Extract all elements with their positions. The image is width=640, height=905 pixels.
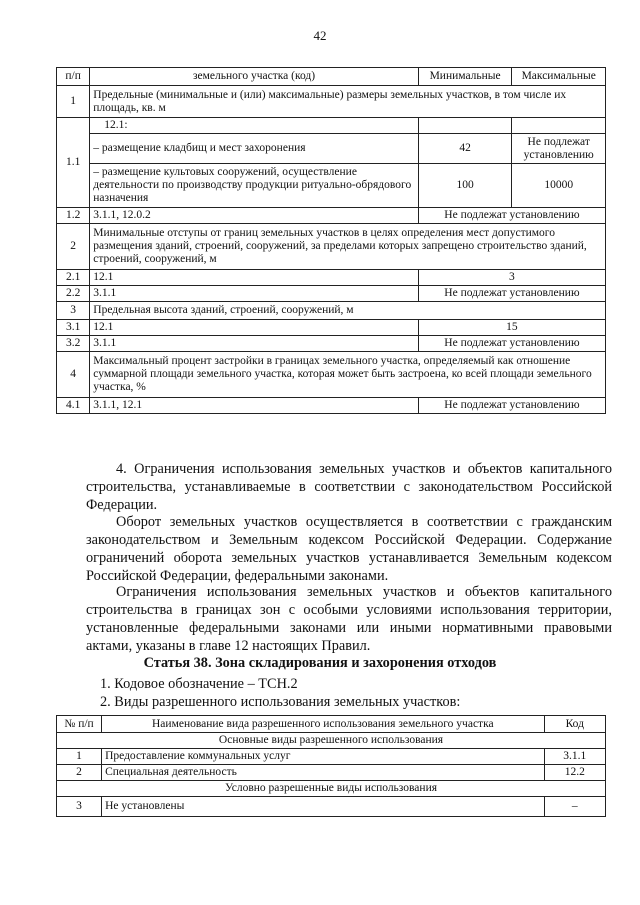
row-value: Не подлежат установлению bbox=[418, 208, 605, 224]
row-text: Минимальные отступы от границ земельных участков в целях определения мест допустимого размещения зданий, строений, сооружений, за пределами которых запрещено строительство зданий, строений, сооружений, м bbox=[90, 224, 606, 270]
row-num: 3.2 bbox=[57, 336, 90, 352]
row-value: Не подлежат установлению bbox=[418, 286, 605, 302]
row-text: Предельные (минимальные и (или) максимальные) размеры земельных участков, в том числе их площадь, кв. м bbox=[90, 86, 606, 118]
row-num: 1 bbox=[57, 86, 90, 118]
table-row bbox=[57, 224, 606, 270]
paragraph-zones: Ограничения использования земельных участков и объектов капитального строительства в границах зон с особыми условиями использования территории, установленные федеральными законами или иными нормативными правовыми актами, указаны в главе 12 настоящих Правил. bbox=[86, 584, 612, 654]
header-code: Код bbox=[544, 716, 605, 733]
row-num: 3.1 bbox=[57, 320, 90, 336]
row-code: 3.1.1 bbox=[90, 286, 419, 302]
row-num: 2.1 bbox=[57, 270, 90, 286]
header-name: Наименование вида разрешенного использования земельного участка bbox=[102, 716, 544, 733]
row-min: 42 bbox=[418, 134, 512, 164]
section-row bbox=[57, 781, 606, 797]
row-max: 10000 bbox=[512, 164, 606, 208]
row-code: 12.1 bbox=[90, 270, 419, 286]
table-row bbox=[57, 336, 606, 352]
row-name: Предоставление коммунальных услуг bbox=[102, 749, 544, 765]
row-code: 12.1: bbox=[90, 118, 419, 134]
parameters-table bbox=[56, 67, 606, 414]
row-max: Не подлежат установлению bbox=[512, 134, 606, 164]
header-max: Максимальные bbox=[512, 68, 606, 86]
row-text: – размещение культовых сооружений, осуществление деятельности по производству продукции ритуально-обрядового назначения bbox=[90, 164, 419, 208]
table-row bbox=[57, 749, 606, 765]
row-code: 12.2 bbox=[544, 765, 605, 781]
table-row bbox=[57, 164, 606, 208]
row-code: – bbox=[544, 797, 605, 817]
table-row bbox=[57, 286, 606, 302]
row-value: 3 bbox=[418, 270, 605, 286]
row-text: – размещение кладбищ и мест захоронения bbox=[90, 134, 419, 164]
section-row bbox=[57, 733, 606, 749]
row-text: Предельная высота зданий, строений, сооружений, м bbox=[90, 302, 606, 320]
list-item-uses: 2. Виды разрешенного использования земельных участков: bbox=[100, 694, 461, 710]
list-item-code: 1. Кодовое обозначение – ТСН.2 bbox=[100, 676, 298, 692]
row-value: Не подлежат установлению bbox=[418, 398, 605, 414]
section-title: Основные виды разрешенного использования bbox=[57, 733, 606, 749]
row-name: Специальная деятельность bbox=[102, 765, 544, 781]
row-code: 3.1.1, 12.0.2 bbox=[90, 208, 419, 224]
row-code: 12.1 bbox=[90, 320, 419, 336]
row-code: 3.1.1 bbox=[90, 336, 419, 352]
row-code: 3.1.1, 12.1 bbox=[90, 398, 419, 414]
permitted-uses-table bbox=[56, 715, 606, 817]
row-num: 1 bbox=[57, 749, 102, 765]
article-title: Статья 38. Зона складирования и захоронения отходов bbox=[143, 655, 497, 671]
row-num: 2 bbox=[57, 224, 90, 270]
row-num: 3 bbox=[57, 797, 102, 817]
row-name: Не установлены bbox=[102, 797, 544, 817]
table-row bbox=[57, 797, 606, 817]
table-header-row bbox=[57, 716, 606, 733]
table-header-row bbox=[57, 68, 606, 86]
table-row bbox=[57, 302, 606, 320]
table-row bbox=[57, 208, 606, 224]
row-num: 4.1 bbox=[57, 398, 90, 414]
section-title: Условно разрешенные виды использования bbox=[57, 781, 606, 797]
table-row bbox=[57, 765, 606, 781]
header-num: п/п bbox=[57, 68, 90, 86]
table-row bbox=[57, 270, 606, 286]
table-row bbox=[57, 352, 606, 398]
row-num: 4 bbox=[57, 352, 90, 398]
table-row bbox=[57, 118, 606, 134]
header-name: земельного участка (код) bbox=[90, 68, 419, 86]
row-value: Не подлежат установлению bbox=[418, 336, 605, 352]
row-text: Максимальный процент застройки в границах земельного участка, определяемый как отношение суммарной площади земельного участка, которая может быть застроена, ко всей площади земельного участка, % bbox=[90, 352, 606, 398]
table-row bbox=[57, 398, 606, 414]
table-row bbox=[57, 134, 606, 164]
row-num: 1.2 bbox=[57, 208, 90, 224]
row-num: 2.2 bbox=[57, 286, 90, 302]
header-min: Минимальные bbox=[418, 68, 512, 86]
row-code: 3.1.1 bbox=[544, 749, 605, 765]
table-row bbox=[57, 320, 606, 336]
row-num: 2 bbox=[57, 765, 102, 781]
row-num: 1.1 bbox=[57, 118, 90, 208]
row-value: 15 bbox=[418, 320, 605, 336]
table-row bbox=[57, 86, 606, 118]
paragraph-turnover: Оборот земельных участков осуществляется в соответствии с гражданским законодательством и Земельным кодексом Российской Федерации. Содержание ограничений оборота земельных участков устанавливается Земельным кодексом Российской Федерации, федеральными законами. bbox=[86, 514, 612, 584]
paragraph-restrictions: 4. Ограничения использования земельных участков и объектов капитального строительства, устанавливаемые в соответствии с законодательством Российской Федерации. bbox=[86, 461, 612, 513]
row-min: 100 bbox=[418, 164, 512, 208]
page-number: 42 bbox=[313, 28, 327, 43]
row-num: 3 bbox=[57, 302, 90, 320]
header-num: № п/п bbox=[57, 716, 102, 733]
